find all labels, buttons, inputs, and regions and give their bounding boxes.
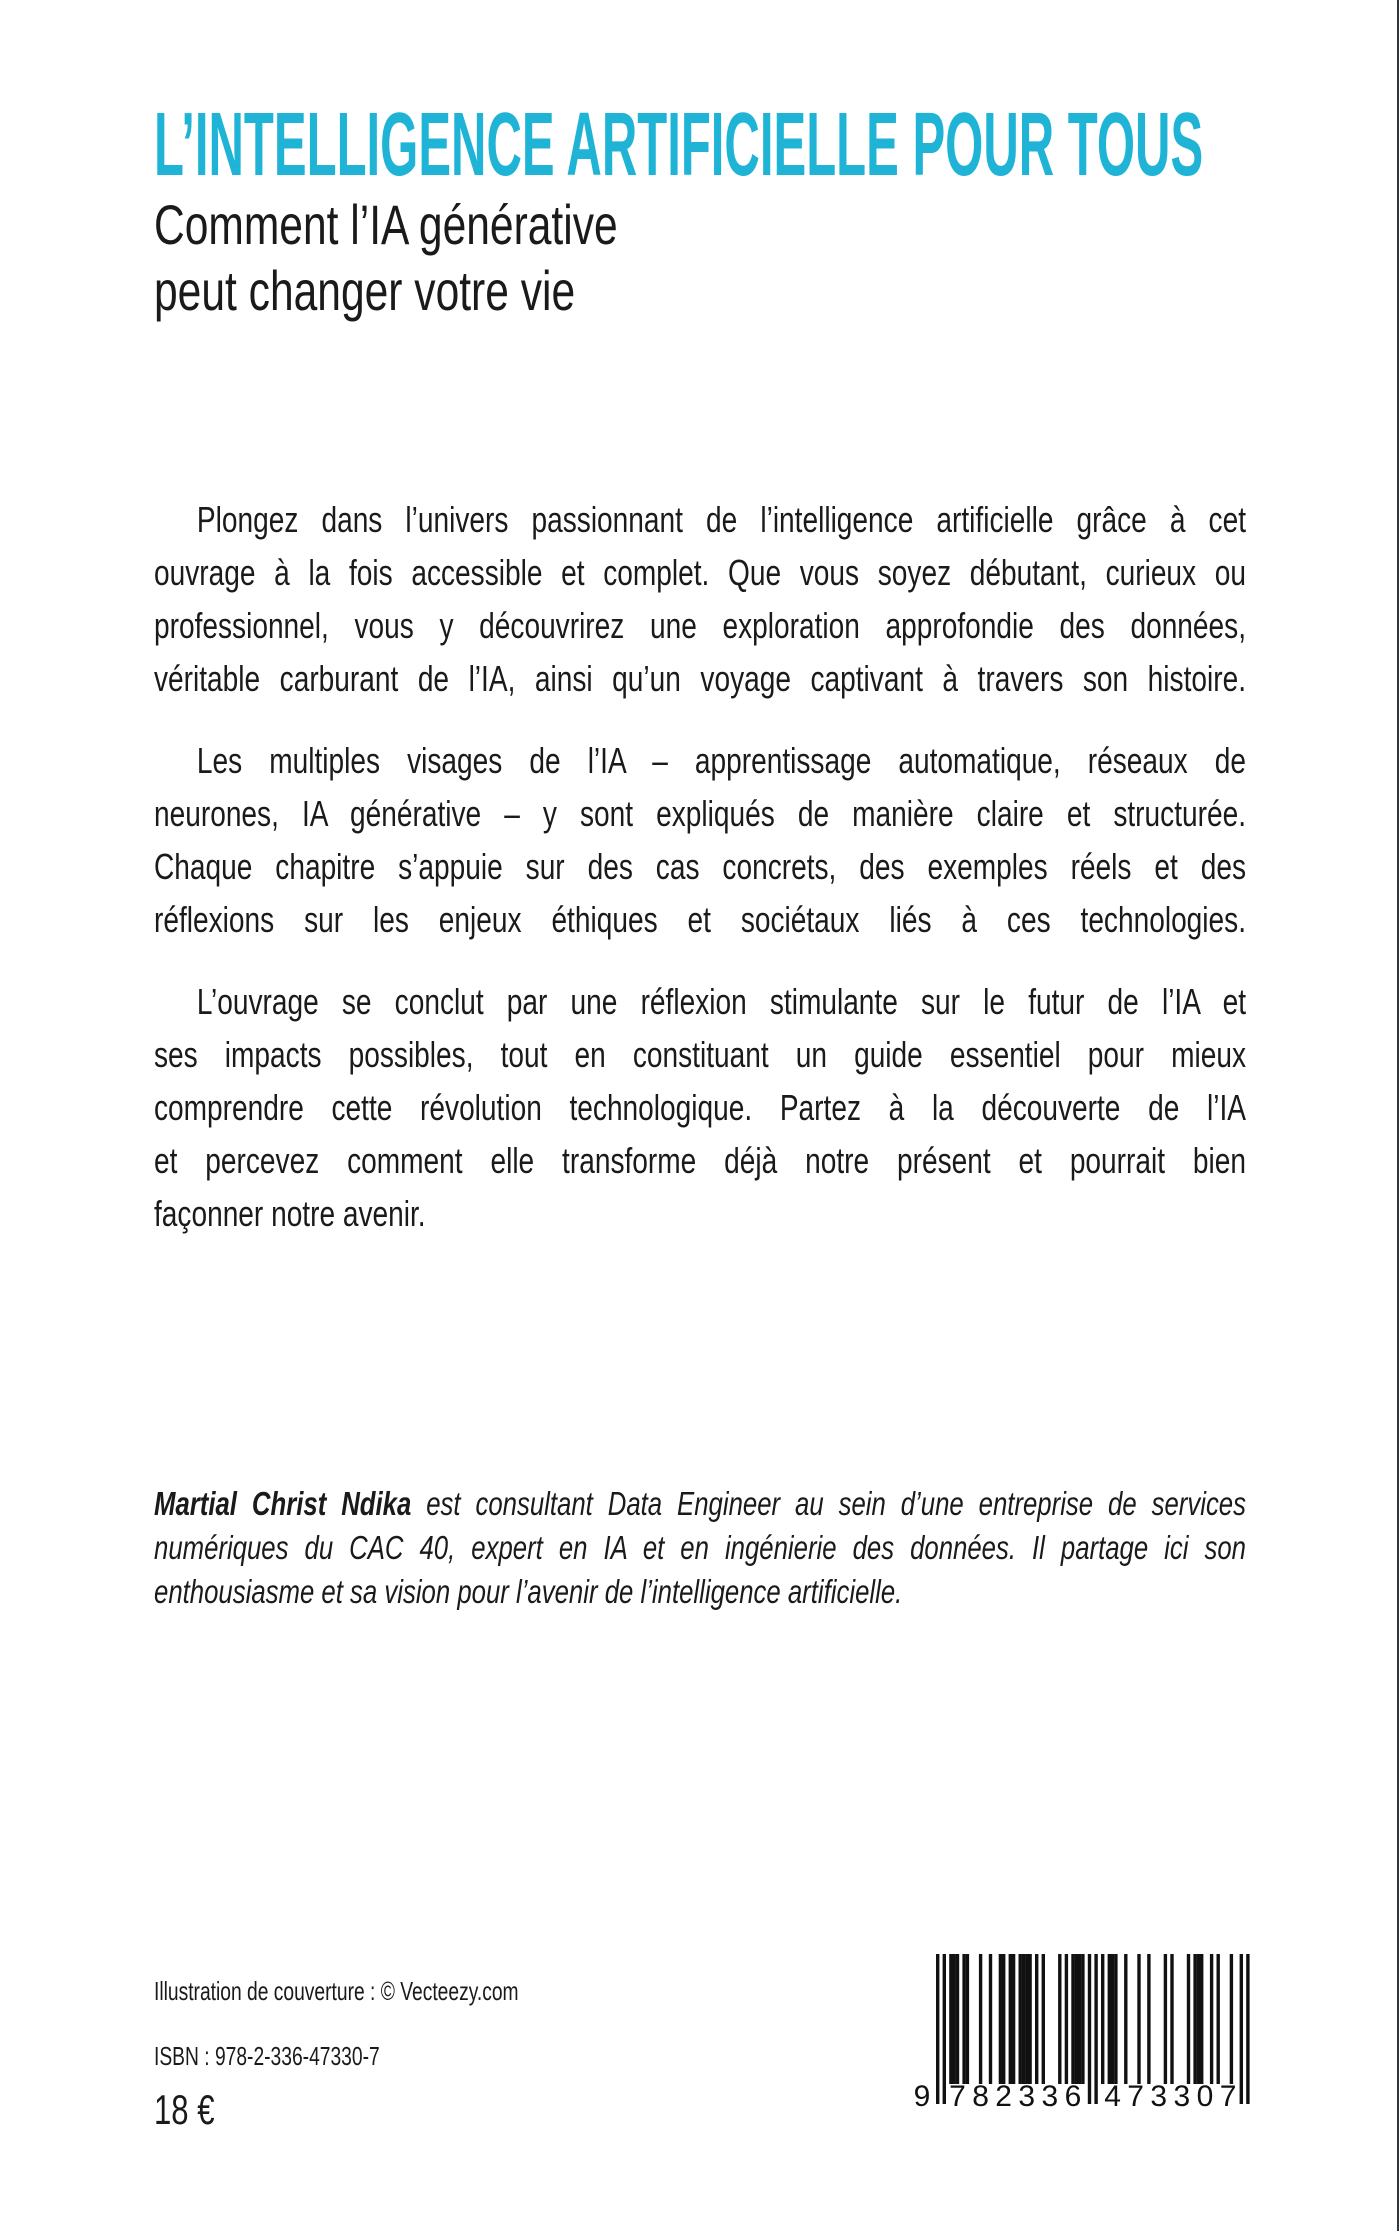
blurb-line: professionnel, vous y découvrirez une exploration approfondie des données, (154, 605, 1246, 646)
blurb-line: ouvrage à la fois accessible et complet. Que vous soyez débutant, curieux ou (154, 552, 1246, 593)
blurb-line: réflexions sur les enjeux éthiques et sociétaux liés à ces technologies. (154, 899, 1246, 940)
barcode-bar (1002, 1954, 1005, 2084)
page-edge (1397, 0, 1399, 2231)
barcode-bar (1124, 1954, 1127, 2084)
barcode-bar (1108, 1954, 1111, 2084)
bio-line: numériques du CAC 40, expert en IA et en ingénierie des données. Il partage ici son (154, 1529, 1246, 1566)
illustration-credit: Illustration de couverture : © Vecteezy.com (154, 1976, 519, 2006)
blurb-line: façonner notre avenir. (154, 1193, 426, 1234)
barcode-bar (999, 1954, 1002, 2084)
barcode-bar (1065, 1954, 1068, 2084)
blurb-line: et percevez comment elle transforme déjà notre présent et pourrait bien (154, 1140, 1246, 1181)
barcode-bar (1081, 1954, 1084, 2084)
barcode-bar (1114, 1954, 1117, 2084)
barcode-bar (966, 1954, 969, 2084)
barcode-digit: 8 (972, 2080, 989, 2110)
barcode-bar (1187, 1954, 1190, 2084)
barcode-bar (949, 1954, 952, 2084)
barcode-bar (1094, 1954, 1097, 2104)
barcode-bar (1035, 1954, 1038, 2084)
barcode-bar (1058, 1954, 1061, 2084)
barcode-bar (1217, 1954, 1220, 2084)
barcode-bar (956, 1954, 959, 2084)
barcode-bar (1193, 1954, 1196, 2084)
barcode-bar (989, 1954, 992, 2084)
book-title: L’INTELLIGENCE ARTIFICIELLE POUR TOUS (154, 95, 1204, 195)
barcode-bar (1200, 1954, 1203, 2084)
barcode-bar (1197, 1954, 1200, 2084)
barcode-bar (936, 1954, 939, 2104)
barcode-bar (1230, 1954, 1233, 2084)
blurb-paragraph (154, 734, 1246, 946)
blurb-line: neurones, IA générative – y sont expliqués de manière claire et structurée. (154, 793, 1246, 834)
barcode-bar (1088, 1954, 1091, 2104)
isbn: ISBN : 978-2-336-47330-7 (154, 2041, 380, 2071)
barcode-bar (1012, 1954, 1015, 2084)
barcode-bar (1147, 1954, 1150, 2084)
blurb-line: Les multiples visages de l’IA – apprentissage automatique, réseaux de (196, 740, 1246, 781)
barcode-bar (1137, 1954, 1140, 2084)
blurb-line: Plongez dans l’univers passionnant de l’intelligence artificielle grâce à cet (196, 499, 1246, 540)
barcode-bar (1170, 1954, 1173, 2084)
barcode-digit: 0 (1196, 2080, 1214, 2110)
barcode-digit: 3 (1041, 2080, 1059, 2110)
blurb-paragraph (154, 975, 1246, 1240)
barcode-bar (1009, 1954, 1012, 2084)
blurb-line: L’ouvrage se conclut par une réflexion stimulante sur le futur de l’IA et (196, 981, 1246, 1022)
barcode-bar (1075, 1954, 1078, 2084)
blurb (154, 493, 1246, 1269)
barcode-bar (1246, 1954, 1249, 2104)
bio-text: est consultant Data Engineer au sein d’une entreprise de services (411, 1485, 1247, 1522)
barcode-digit: 3 (1018, 2080, 1036, 2110)
subtitle-line: Comment l’IA générative (154, 193, 618, 256)
barcode-bar (1028, 1954, 1031, 2084)
barcode-digit: 7 (1219, 2080, 1237, 2110)
barcode-bar (943, 1954, 946, 2104)
barcode-digit: 7 (949, 2080, 966, 2110)
barcode-digit: 3 (1173, 2080, 1191, 2110)
subtitle-line: peut changer votre vie (154, 259, 576, 322)
barcode-bar (1111, 1954, 1114, 2084)
barcode-bar (1101, 1954, 1104, 2084)
barcode-bar (953, 1954, 956, 2084)
barcode-bar (979, 1954, 982, 2084)
barcode-bar (1019, 1954, 1022, 2084)
barcode-bar (1071, 1954, 1074, 2084)
barcode-bar (1042, 1954, 1045, 2084)
barcode-digit: 7 (1127, 2080, 1144, 2110)
bio-line: enthousiasme et sa vision pour l’avenir de l’intelligence artificielle. (154, 1573, 903, 1610)
blurb-line: véritable carburant de l’IA, ainsi qu’un voyage captivant à travers son histoire. (154, 658, 1246, 699)
blurb-line: Chaque chapitre s’appuie sur des cas concrets, des exemples réels et des (154, 846, 1246, 887)
barcode-digit: 9 (913, 2080, 931, 2110)
barcode-bar (1240, 1954, 1243, 2104)
author-name: Martial Christ Ndika (154, 1485, 412, 1522)
bio-line (154, 1482, 1246, 1526)
author-bio (154, 1482, 1246, 1614)
blurb-line: comprendre cette révolution technologique. Partez à la découverte de l’IA (154, 1087, 1246, 1128)
barcode-bar (1210, 1954, 1213, 2084)
blurb-paragraph (154, 493, 1246, 705)
barcode-bar (1078, 1954, 1081, 2084)
isbn-barcode (910, 1950, 1260, 2110)
barcode-digit: 2 (995, 2080, 1012, 2110)
barcode-digit: 4 (1104, 2080, 1121, 2110)
barcode-digit: 3 (1150, 2080, 1168, 2110)
barcode-bar (1164, 1954, 1167, 2084)
barcode-bar (962, 1954, 965, 2084)
barcode-bar (1025, 1954, 1028, 2084)
book-subtitle (154, 192, 618, 324)
blurb-line: ses impacts possibles, tout en constituant un guide essentiel pour mieux (154, 1034, 1246, 1075)
price: 18 € (154, 2086, 215, 2133)
barcode-bar (1022, 1954, 1025, 2084)
barcode-digit: 6 (1064, 2080, 1082, 2110)
